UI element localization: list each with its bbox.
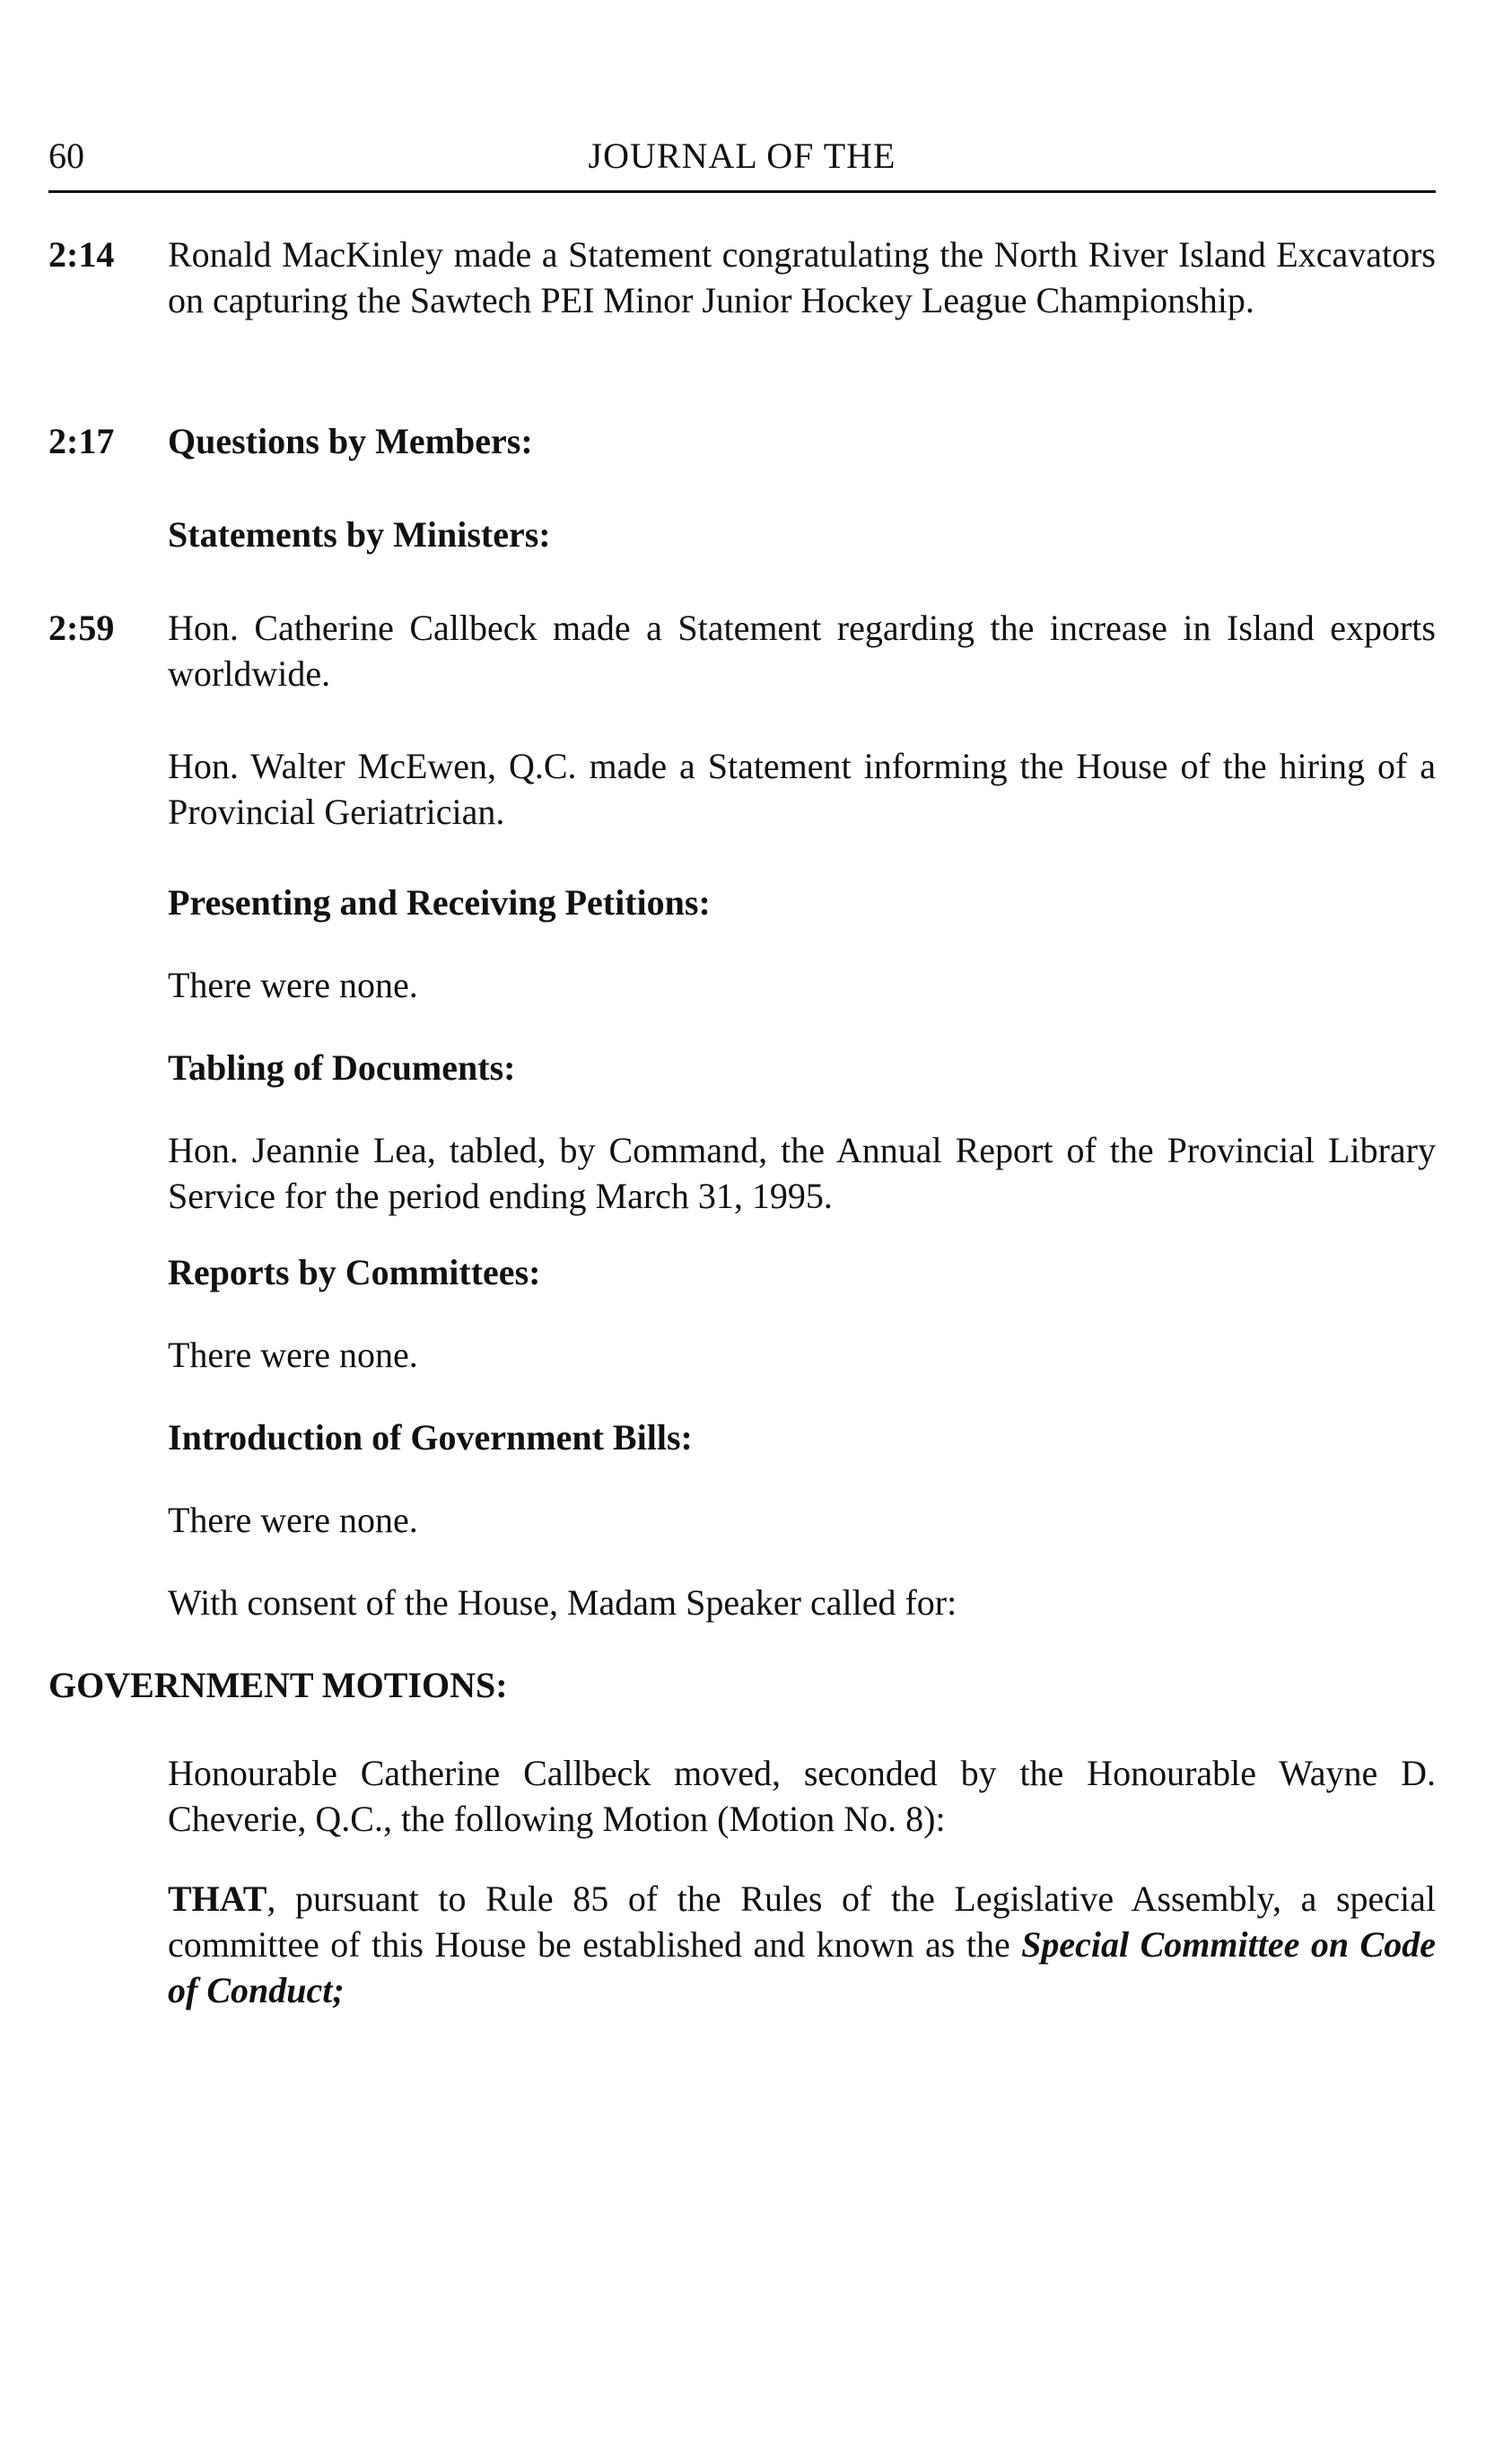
running-head: JOURNAL OF THE (588, 136, 896, 176)
committee-name: Special Committee on Code of Conduct; (168, 1924, 1436, 2010)
statements-by-ministers-heading: Statements by Ministers: (168, 514, 551, 555)
bills-text: There were none. (168, 1500, 418, 1540)
motion-text (168, 1876, 1436, 2013)
entry-text: Hon. Catherine Callbeck made a Statement regarding the increase in Island exports worldwide. (168, 608, 1436, 694)
tabling-text: Hon. Jeannie Lea, tabled, by Command, the Annual Report of the Provincial Library Service for the period ending March 31, 1995. (168, 1130, 1436, 1216)
entry-time: 2:17 (48, 421, 115, 461)
consent-text: With consent of the House, Madam Speaker called for: (168, 1582, 957, 1623)
tabling-heading: Tabling of Documents: (168, 1047, 516, 1088)
entry-time: 2:59 (48, 608, 115, 648)
questions-heading: Questions by Members: (168, 421, 533, 461)
bills-heading: Introduction of Government Bills: (168, 1417, 693, 1458)
page-header (48, 135, 1436, 193)
committees-text: There were none. (168, 1335, 418, 1375)
committees-heading: Reports by Committees: (168, 1252, 541, 1292)
mcewen-statement: Hon. Walter McEwen, Q.C. made a Statement informing the House of the hiring of a Provincial Geriatrician. (168, 746, 1436, 832)
page-number: 60 (48, 136, 84, 176)
entry-time: 2:14 (48, 234, 115, 275)
government-motions-heading: GOVERNMENT MOTIONS: (48, 1665, 508, 1705)
motion-intro: Honourable Catherine Callbeck moved, seconded by the Honourable Wayne D. Cheverie, Q.C., the following Motion (Motion No. 8): (168, 1753, 1436, 1839)
petitions-heading: Presenting and Receiving Petitions: (168, 882, 711, 923)
petitions-text: There were none. (168, 965, 418, 1005)
motion-body: , pursuant to Rule 85 of the Rules of the Legislative Assembly, a special committee of this House be established and known as the (168, 1878, 1436, 1965)
motion-that: THAT (168, 1878, 267, 1919)
entry-text: Ronald MacKinley made a Statement congratulating the North River Island Excavators on capturing the Sawtech PEI Minor Junior Hockey League Championship. (168, 234, 1436, 320)
